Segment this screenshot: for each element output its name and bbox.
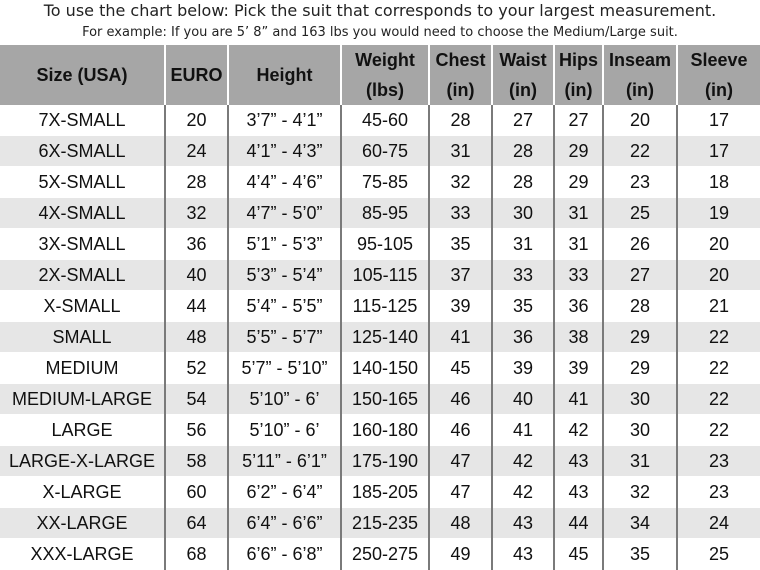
size-cell: 6X-SMALL [0,136,165,167]
weight-cell: 175-190 [341,446,429,477]
waist-cell: 42 [492,446,554,477]
inseam-cell: 22 [603,136,677,167]
hips-cell: 43 [554,446,603,477]
waist-cell: 27 [492,105,554,136]
inseam-cell: 31 [603,446,677,477]
euro-cell: 48 [165,322,228,353]
sleeve-cell: 23 [677,446,760,477]
size-cell: 7X-SMALL [0,105,165,136]
size-cell: XX-LARGE [0,508,165,539]
weight-cell: 115-125 [341,291,429,322]
height-cell: 5’10” - 6’ [228,415,341,446]
sleeve-cell: 22 [677,353,760,384]
height-cell: 4’4” - 4’6” [228,167,341,198]
weight-cell: 85-95 [341,198,429,229]
hips-cell: 29 [554,167,603,198]
sleeve-cell: 25 [677,539,760,570]
euro-cell: 64 [165,508,228,539]
table-row [0,105,760,136]
chest-cell: 35 [429,229,492,260]
waist-cell: 36 [492,322,554,353]
height-cell: 4’1” - 4’3” [228,136,341,167]
weight-cell: 160-180 [341,415,429,446]
inseam-cell: 20 [603,105,677,136]
chest-cell: 48 [429,508,492,539]
sleeve-cell: 17 [677,136,760,167]
height-cell: 5’11” - 6’1” [228,446,341,477]
height-cell: 5’10” - 6’ [228,384,341,415]
euro-cell: 24 [165,136,228,167]
table-body [0,105,760,570]
table-row [0,198,760,229]
euro-cell: 28 [165,167,228,198]
inseam-cell: 30 [603,415,677,446]
header-sleeve-unit: (in) [677,75,760,105]
height-cell: 3’7” - 4’1” [228,105,341,136]
table-row [0,136,760,167]
weight-cell: 75-85 [341,167,429,198]
table-row [0,322,760,353]
size-chart-table [0,45,760,570]
inseam-cell: 29 [603,322,677,353]
size-cell: X-SMALL [0,291,165,322]
waist-cell: 33 [492,260,554,291]
header-inseam: Inseam [603,45,677,75]
waist-cell: 42 [492,477,554,508]
table-row [0,229,760,260]
hips-cell: 38 [554,322,603,353]
chest-cell: 46 [429,415,492,446]
hips-cell: 41 [554,384,603,415]
height-cell: 5’4” - 5’5” [228,291,341,322]
inseam-cell: 26 [603,229,677,260]
table-row [0,353,760,384]
sleeve-cell: 20 [677,229,760,260]
table-row [0,508,760,539]
example-text: For example: If you are 5’ 8” and 163 lbs you would need to choose the Medium/Large suit. [82,25,678,40]
chest-cell: 31 [429,136,492,167]
chest-cell: 39 [429,291,492,322]
euro-cell: 58 [165,446,228,477]
inseam-cell: 30 [603,384,677,415]
header-waist: Waist [492,45,554,75]
chest-cell: 28 [429,105,492,136]
size-cell: LARGE-X-LARGE [0,446,165,477]
sleeve-cell: 19 [677,198,760,229]
chest-cell: 41 [429,322,492,353]
weight-cell: 125-140 [341,322,429,353]
euro-cell: 52 [165,353,228,384]
euro-cell: 54 [165,384,228,415]
height-cell: 6’2” - 6’4” [228,477,341,508]
table-row [0,477,760,508]
header-weight-unit: (lbs) [341,75,429,105]
weight-cell: 250-275 [341,539,429,570]
chest-cell: 33 [429,198,492,229]
height-cell: 4’7” - 5’0” [228,198,341,229]
table-row [0,539,760,570]
hips-cell: 44 [554,508,603,539]
instruction-text: To use the chart below: Pick the suit that corresponds to your largest measurement. [43,1,717,20]
sleeve-cell: 22 [677,415,760,446]
hips-cell: 27 [554,105,603,136]
hips-cell: 42 [554,415,603,446]
weight-cell: 60-75 [341,136,429,167]
header-height: Height [228,45,341,105]
header-euro: EURO [165,45,228,105]
inseam-cell: 28 [603,291,677,322]
weight-cell: 95-105 [341,229,429,260]
inseam-cell: 34 [603,508,677,539]
size-cell: 5X-SMALL [0,167,165,198]
weight-cell: 140-150 [341,353,429,384]
hips-cell: 31 [554,198,603,229]
chest-cell: 49 [429,539,492,570]
inseam-cell: 32 [603,477,677,508]
weight-cell: 105-115 [341,260,429,291]
height-cell: 5’5” - 5’7” [228,322,341,353]
hips-cell: 29 [554,136,603,167]
inseam-cell: 29 [603,353,677,384]
weight-cell: 215-235 [341,508,429,539]
euro-cell: 44 [165,291,228,322]
waist-cell: 35 [492,291,554,322]
size-cell: 3X-SMALL [0,229,165,260]
sleeve-cell: 18 [677,167,760,198]
sleeve-cell: 20 [677,260,760,291]
header-size: Size (USA) [0,45,165,105]
size-cell: SMALL [0,322,165,353]
size-cell: 2X-SMALL [0,260,165,291]
sleeve-cell: 24 [677,508,760,539]
header-hips: Hips [554,45,603,75]
waist-cell: 28 [492,167,554,198]
euro-cell: 32 [165,198,228,229]
chest-cell: 47 [429,477,492,508]
header-weight: Weight [341,45,429,75]
euro-cell: 36 [165,229,228,260]
chest-cell: 47 [429,446,492,477]
waist-cell: 43 [492,508,554,539]
hips-cell: 43 [554,477,603,508]
euro-cell: 56 [165,415,228,446]
inseam-cell: 35 [603,539,677,570]
height-cell: 6’6” - 6’8” [228,539,341,570]
euro-cell: 68 [165,539,228,570]
header-chest-unit: (in) [429,75,492,105]
chest-cell: 32 [429,167,492,198]
euro-cell: 40 [165,260,228,291]
weight-cell: 45-60 [341,105,429,136]
waist-cell: 40 [492,384,554,415]
chest-cell: 37 [429,260,492,291]
size-cell: XXX-LARGE [0,539,165,570]
hips-cell: 39 [554,353,603,384]
size-cell: MEDIUM [0,353,165,384]
height-cell: 5’7” - 5’10” [228,353,341,384]
inseam-cell: 23 [603,167,677,198]
sleeve-cell: 21 [677,291,760,322]
table-row [0,260,760,291]
height-cell: 5’1” - 5’3” [228,229,341,260]
height-cell: 6’4” - 6’6” [228,508,341,539]
inseam-cell: 25 [603,198,677,229]
euro-cell: 60 [165,477,228,508]
chest-cell: 46 [429,384,492,415]
waist-cell: 41 [492,415,554,446]
size-cell: MEDIUM-LARGE [0,384,165,415]
table-row [0,446,760,477]
hips-cell: 36 [554,291,603,322]
hips-cell: 31 [554,229,603,260]
header-sleeve: Sleeve [677,45,760,75]
euro-cell: 20 [165,105,228,136]
table-row [0,291,760,322]
weight-cell: 185-205 [341,477,429,508]
table-row [0,415,760,446]
waist-cell: 28 [492,136,554,167]
size-cell: 4X-SMALL [0,198,165,229]
size-cell: X-LARGE [0,477,165,508]
sleeve-cell: 22 [677,384,760,415]
header-hips-unit: (in) [554,75,603,105]
inseam-cell: 27 [603,260,677,291]
waist-cell: 39 [492,353,554,384]
size-cell: LARGE [0,415,165,446]
sleeve-cell: 22 [677,322,760,353]
header-inseam-unit: (in) [603,75,677,105]
hips-cell: 45 [554,539,603,570]
header-row-labels [0,45,760,75]
header-waist-unit: (in) [492,75,554,105]
hips-cell: 33 [554,260,603,291]
waist-cell: 31 [492,229,554,260]
waist-cell: 43 [492,539,554,570]
waist-cell: 30 [492,198,554,229]
sleeve-cell: 23 [677,477,760,508]
table-row [0,384,760,415]
sleeve-cell: 17 [677,105,760,136]
header-chest: Chest [429,45,492,75]
height-cell: 5’3” - 5’4” [228,260,341,291]
weight-cell: 150-165 [341,384,429,415]
chest-cell: 45 [429,353,492,384]
table-row [0,167,760,198]
